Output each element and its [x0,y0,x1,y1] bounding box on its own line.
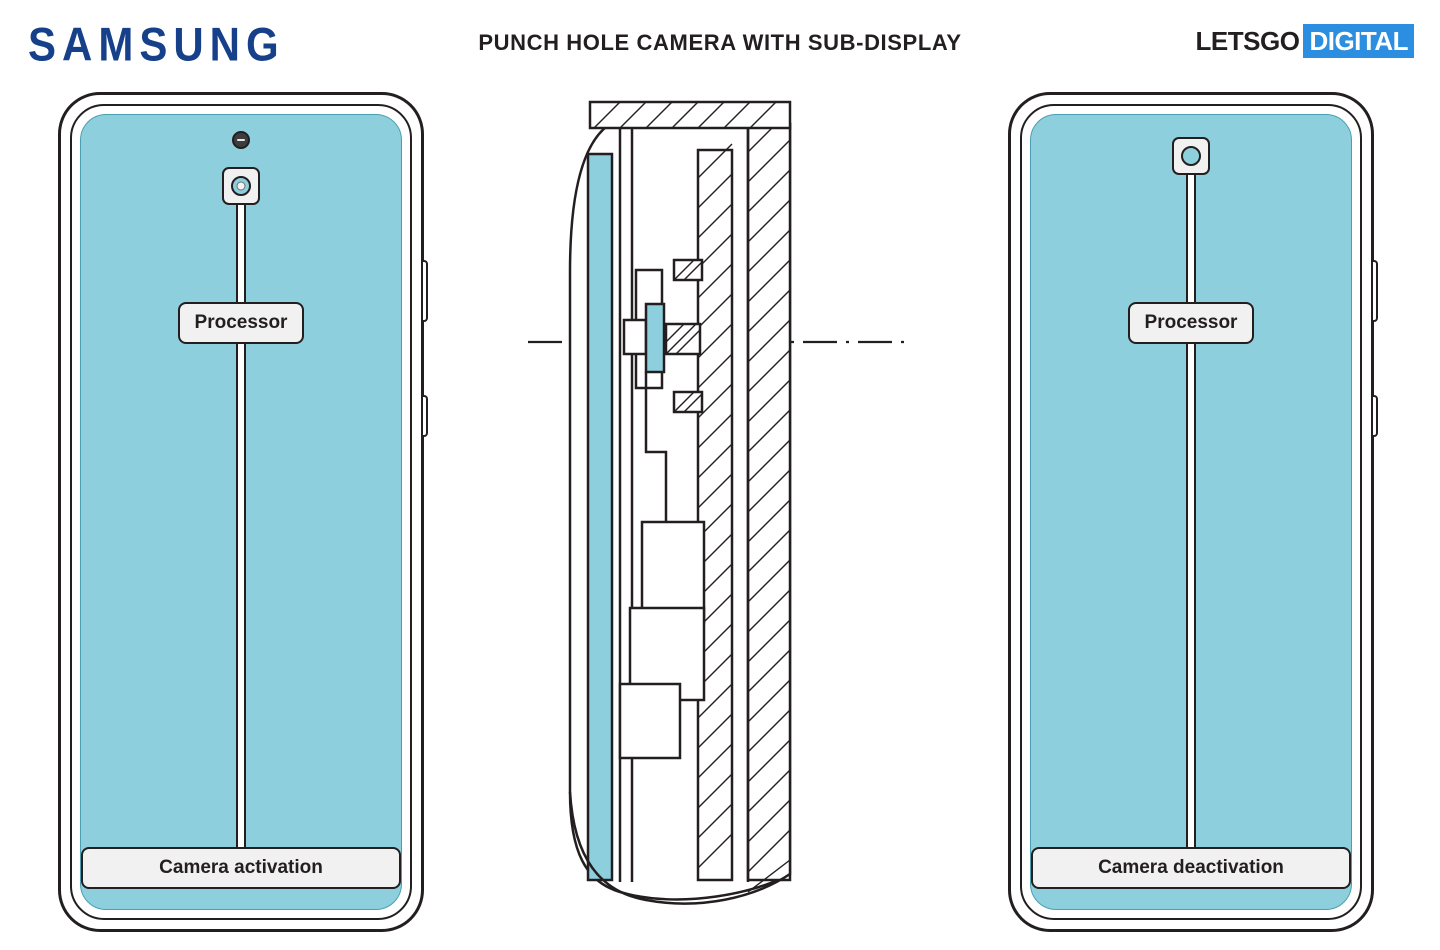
cross-section-figure [470,92,970,932]
top-frame-block [590,102,790,128]
phone-bezel [70,104,412,920]
power-button [423,395,428,437]
watermark-letsgo-text: LETSGO [1195,26,1300,56]
camera-hole-icon [232,131,250,149]
samsung-logo: SAMSUNG [28,18,285,71]
cross-section-drawing [470,92,970,932]
processor-label: Processor [1128,302,1254,344]
lower-bracket [674,392,702,412]
phone-figure-camera-deactivation [1008,92,1374,932]
processor-label: Processor [178,302,304,344]
sub-display-camera-icon [1172,137,1210,175]
display-panel-layer [588,154,612,880]
upper-bracket [674,260,702,280]
rear-housing [748,124,790,880]
phone-screen [80,114,402,910]
volume-button [1373,260,1378,322]
phone-bezel [1020,104,1362,920]
volume-button [423,260,428,322]
letsgodigital-watermark [1194,24,1414,58]
camera-lens-icon [1181,146,1201,166]
phone-screen [1030,114,1352,910]
power-button [1373,395,1378,437]
mainboard-block-3 [620,684,680,758]
camera-lens-icon [231,176,251,196]
signal-path-connector [1186,175,1196,851]
camera-deactivation-label: Camera deactivation [1031,847,1351,889]
page-title: PUNCH HOLE CAMERA WITH SUB-DISPLAY [478,30,962,55]
sub-display-camera-icon [222,167,260,205]
camera-activation-label: Camera activation [81,847,401,889]
camera-sensor-layer [646,304,664,372]
watermark-digital-text: DIGITAL [1303,24,1414,58]
phone-figure-camera-activation [58,92,424,932]
page-header [0,0,1440,86]
camera-aperture [624,320,646,354]
